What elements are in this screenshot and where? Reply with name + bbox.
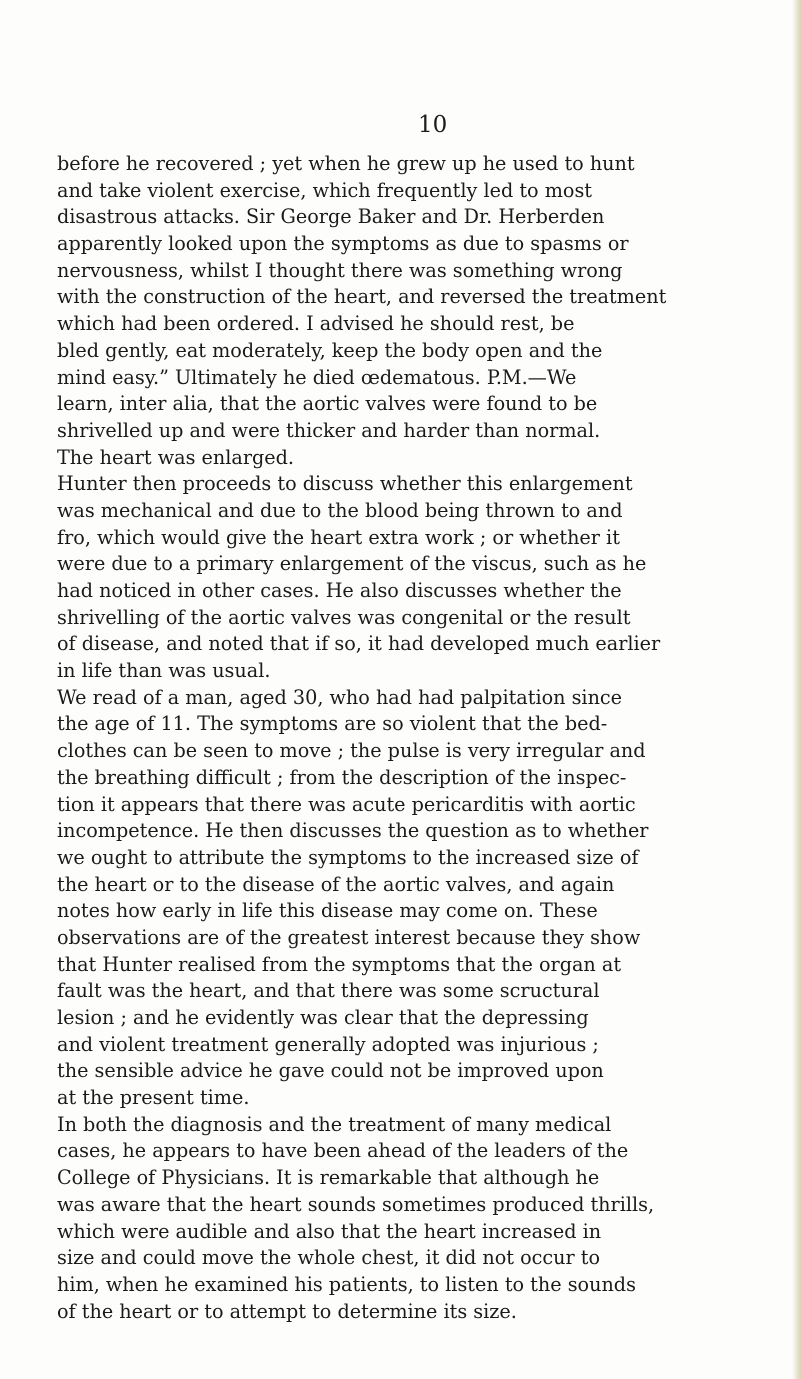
text-line: College of Physicians. It is remarkable that although he — [57, 1166, 600, 1190]
text-line: with the construction of the heart, and reversed the treatment — [57, 285, 667, 309]
text-line: We read of a man, aged 30, who had had palpitation since — [57, 685, 623, 709]
text-line: size and could move the whole chest, it did not occur to — [57, 1246, 601, 1270]
text-line: nervousness, whilst I thought there was something wrong — [57, 258, 623, 282]
text-line: was mechanical and due to the blood being thrown to and — [57, 498, 623, 522]
text-line: him, when he examined his patients, to listen to the sounds — [57, 1272, 636, 1296]
text-line: fro, which would give the heart extra work ; or whether it — [57, 525, 620, 549]
text-line: clothes can be seen to move ; the pulse is very irregular and — [57, 739, 646, 763]
text-line: the sensible advice he gave could not be improved upon — [57, 1059, 604, 1083]
text-line: the heart or to the disease of the aortic valves, and again — [57, 872, 615, 896]
text-line: and take violent exercise, which frequently led to most — [57, 178, 593, 202]
text-line: incompetence. He then discusses the question as to whether — [57, 819, 649, 843]
text-line: before he recovered ; yet when he grew up he used to hunt — [57, 152, 635, 175]
text-line: notes how early in life this disease may come on. These — [57, 899, 598, 923]
text-line: learn, inter alia, that the aortic valves were found to be — [57, 392, 598, 416]
text-line: shrivelling of the aortic valves was congenital or the result — [57, 605, 631, 629]
text-line: fault was the heart, and that there was some scructural — [57, 979, 600, 1003]
text-line: lesion ; and he evidently was clear that the depressing — [57, 1006, 589, 1029]
text-line: cases, he appears to have been ahead of the leaders of the — [57, 1139, 629, 1163]
text-line: disastrous attacks. Sir George Baker and Dr. Herberden — [57, 205, 605, 229]
page-edge-shadow — [792, 0, 801, 1379]
text-line: at the present time. — [57, 1086, 250, 1110]
text-line: Hunter then proceeds to discuss whether this enlargement — [57, 472, 633, 496]
text-line: we ought to attribute the symptoms to the increased size of — [57, 845, 639, 869]
text-line: mind easy.” Ultimately he died œdematous. P.M.—We — [57, 365, 577, 389]
text-line: In both the diagnosis and the treatment of many medical — [57, 1112, 612, 1136]
text-line: that Hunter realised from the symptoms that the organ at — [57, 952, 622, 976]
text-line: which had been ordered. I advised he should rest, be — [57, 312, 575, 336]
page-number: 10 — [418, 112, 448, 138]
text-line: The heart was enlarged. — [57, 445, 295, 469]
text-line: had noticed in other cases. He also discusses whether the — [57, 579, 622, 602]
text-line: in life than was usual. — [57, 659, 271, 683]
text-line: observations are of the greatest interest because they show — [57, 925, 641, 949]
text-line: which were audible and also that the heart increased in — [57, 1219, 602, 1243]
text-line: of disease, and noted that if so, it had developed much earlier — [57, 632, 661, 656]
text-line: of the heart or to attempt to determine its size. — [57, 1299, 517, 1323]
text-line: shrivelled up and were thicker and harder than normal. — [57, 418, 601, 442]
text-line: and violent treatment generally adopted was injurious ; — [57, 1032, 599, 1056]
body-text — [57, 151, 761, 1325]
text-line: the age of 11. The symptoms are so violent that the bed- — [57, 712, 608, 736]
text-line: tion it appears that there was acute pericarditis with aortic — [57, 792, 636, 816]
text-line: bled gently, eat moderately, keep the body open and the — [57, 338, 603, 362]
text-line: were due to a primary enlargement of the viscus, such as he — [57, 552, 647, 576]
text-line: apparently looked upon the symptoms as due to spasms or — [57, 232, 629, 256]
text-line: the breathing difficult ; from the description of the inspec- — [57, 765, 627, 789]
text-line: was aware that the heart sounds sometimes produced thrills, — [57, 1192, 655, 1216]
